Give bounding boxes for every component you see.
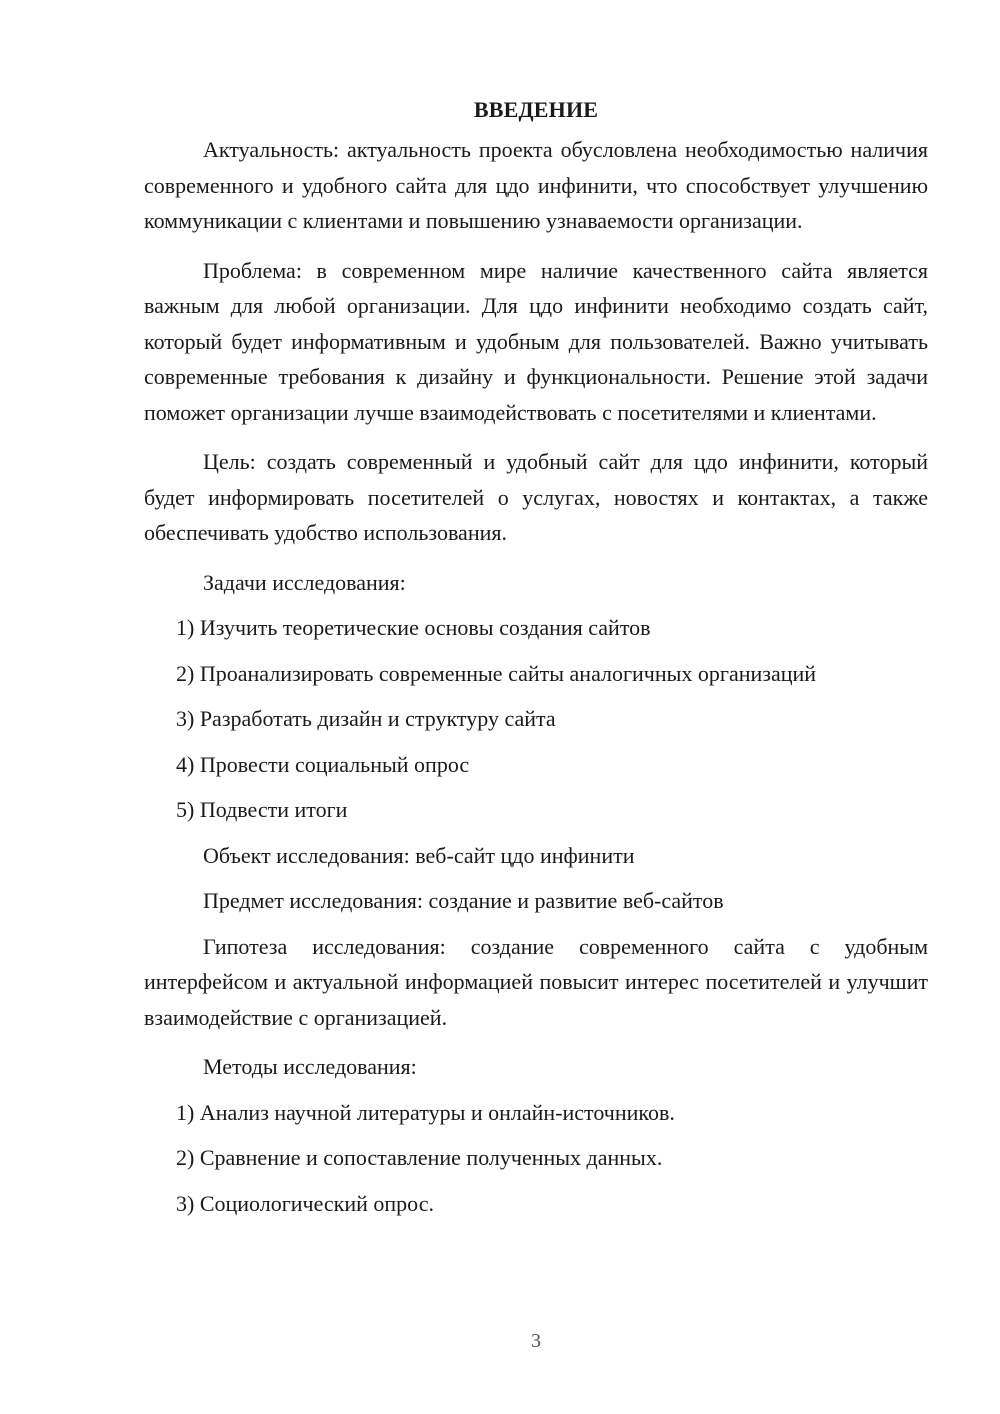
list-item: 2) Сравнение и сопоставление полученных данных.	[176, 1145, 663, 1170]
object-line: Объект исследования: веб-сайт цдо инфинити	[203, 842, 635, 868]
hypothesis-paragraph: Гипотеза исследования: создание современного сайта с удобным интерфейсом и актуальной информацией повысит интерес посетителей и улучшит взаимодействие с организацией.	[144, 933, 928, 1030]
page-title: ВВЕДЕНИЕ	[473, 97, 599, 122]
subject-line: Предмет исследования: создание и развитие веб-сайтов	[203, 888, 724, 913]
tasks-heading: Задачи исследования:	[203, 569, 406, 595]
relevance-paragraph: Актуальность: актуальность проекта обусловлена необходимостью наличия современного и удобного сайта для цдо инфинити, что способствует улучшению коммуникации с клиентами и повышению узнаваемости организации.	[144, 137, 928, 233]
list-item: 1) Анализ научной литературы и онлайн-источников.	[176, 1099, 675, 1125]
page-number: 3	[531, 1330, 541, 1352]
tasks-list	[144, 610, 928, 838]
list-item: 4) Провести социальный опрос	[176, 751, 470, 777]
methods-list	[144, 1095, 928, 1232]
list-item: 3) Социологический опрос.	[176, 1190, 434, 1216]
list-item: 3) Разработать дизайн и структуру сайта	[176, 706, 556, 731]
list-item: 1) Изучить теоретические основы создания сайтов	[176, 615, 651, 640]
list-item: 2) Проанализировать современные сайты аналогичных организаций	[176, 660, 817, 686]
document-page	[144, 92, 928, 1231]
methods-heading: Методы исследования:	[203, 1054, 417, 1079]
goal-paragraph: Цель: создать современный и удобный сайт для цдо инфинити, который будет информировать посетителей о услугах, новостях и контактах, а также обеспечивать удобство использования.	[144, 449, 928, 545]
list-item: 5) Подвести итоги	[176, 797, 348, 822]
problem-paragraph: Проблема: в современном мире наличие качественного сайта является важным для любой организации. Для цдо инфинити необходимо создать сайт, который будет информативным и удобным для пользователей. Важно учитывать современные требования к дизайну и функциональности. Решение этой задачи поможет организации лучше взаимодействовать с посетителями и клиентами.	[144, 257, 928, 425]
